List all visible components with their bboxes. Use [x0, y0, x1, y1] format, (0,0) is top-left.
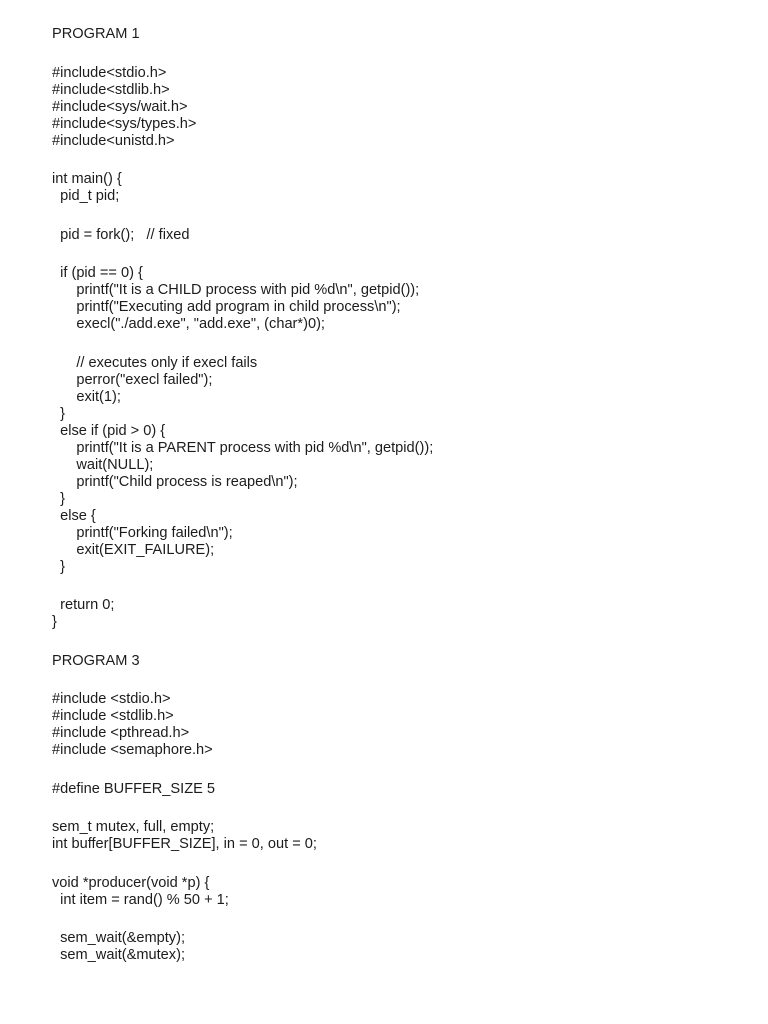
section-heading: PROGRAM 3	[52, 652, 140, 669]
blank-line	[52, 244, 752, 266]
code-line: #include <semaphore.h>	[52, 742, 213, 758]
code-line: #include<stdlib.h>	[52, 81, 170, 98]
code-line: #include <pthread.h>	[52, 725, 190, 741]
blank-line	[52, 576, 752, 598]
blank-line	[52, 631, 752, 653]
code-line: else {	[52, 507, 96, 524]
code-line: #define BUFFER_SIZE 5	[52, 780, 216, 797]
code-line: printf("It is a PARENT process with pid %d\n", getpid());	[52, 439, 434, 456]
blank-line	[52, 909, 752, 931]
blank-line	[52, 43, 752, 65]
code-line: return 0;	[52, 597, 115, 613]
code-line: #include<unistd.h>	[52, 132, 175, 149]
section-heading: PROGRAM 1	[52, 26, 140, 42]
code-line: perror("execl failed");	[52, 371, 213, 388]
code-line: pid_t pid;	[52, 188, 120, 204]
document-body	[52, 26, 752, 964]
code-line: pid = fork(); // fixed	[52, 226, 190, 243]
code-line: sem_wait(&empty);	[52, 930, 185, 946]
code-line: wait(NULL);	[52, 456, 154, 473]
code-line: printf("It is a CHILD process with pid %d\n", getpid());	[52, 282, 420, 298]
code-line: execl("./add.exe", "add.exe", (char*)0);	[52, 316, 325, 332]
blank-line	[52, 670, 752, 692]
code-line: sem_wait(&mutex);	[52, 947, 185, 963]
blank-line	[52, 205, 752, 227]
code-line: printf("Forking failed\n");	[52, 524, 233, 541]
blank-line	[52, 333, 752, 355]
code-line: printf("Executing add program in child process\n");	[52, 299, 401, 315]
code-line: sem_t mutex, full, empty;	[52, 819, 215, 835]
code-line: #include <stdlib.h>	[52, 708, 174, 724]
blank-line	[52, 150, 752, 172]
code-line: }	[52, 405, 65, 422]
blank-line	[52, 853, 752, 875]
code-line: // executes only if execl fails	[52, 354, 258, 371]
code-line: int main() {	[52, 171, 122, 187]
code-line: exit(1);	[52, 388, 121, 405]
code-line: int buffer[BUFFER_SIZE], in = 0, out = 0;	[52, 836, 317, 852]
code-line: void *producer(void *p) {	[52, 874, 210, 891]
code-line: #include <stdio.h>	[52, 691, 171, 707]
code-line: #include<sys/wait.h>	[52, 98, 188, 115]
code-line: exit(EXIT_FAILURE);	[52, 541, 215, 558]
code-line: #include<sys/types.h>	[52, 115, 197, 132]
code-line: }	[52, 490, 65, 507]
code-line: else if (pid > 0) {	[52, 422, 166, 439]
code-line: printf("Child process is reaped\n");	[52, 473, 298, 490]
code-line: if (pid == 0) {	[52, 265, 143, 281]
code-line: #include<stdio.h>	[52, 64, 167, 81]
code-line: }	[52, 558, 65, 575]
blank-line	[52, 798, 752, 820]
code-line: }	[52, 614, 57, 630]
blank-line	[52, 759, 752, 781]
code-line: int item = rand() % 50 + 1;	[52, 891, 229, 908]
